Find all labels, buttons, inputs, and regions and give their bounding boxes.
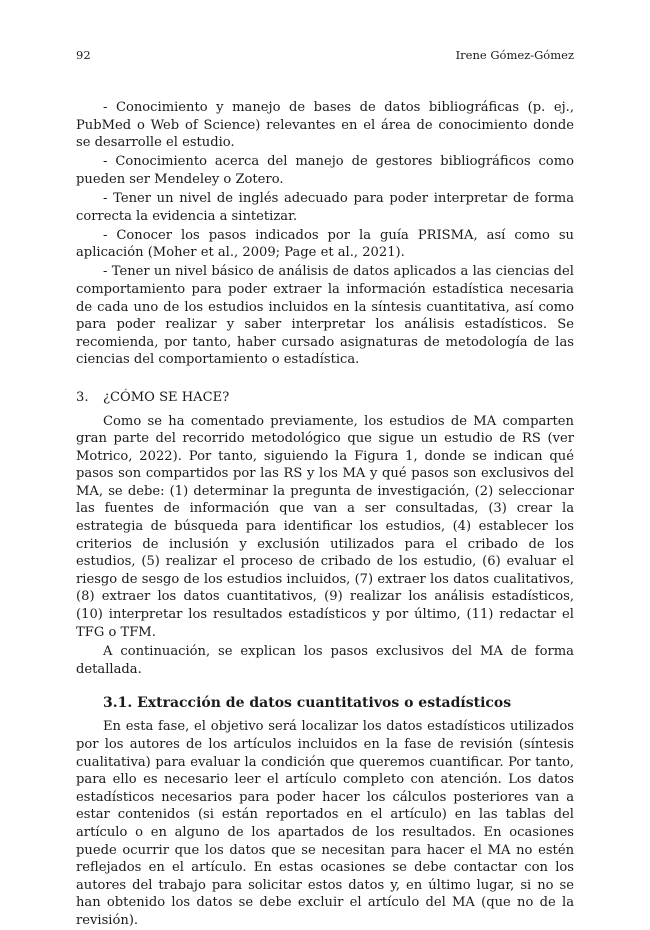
requirements-list xyxy=(76,99,574,369)
subsection-heading: 3.1. Extracción de datos cuantitativos o estadísticos xyxy=(103,695,512,712)
page-number: 92 xyxy=(76,48,91,62)
paragraph: A continuación, se explican los pasos exclusivos del MA de forma detallada. xyxy=(76,644,574,677)
running-header xyxy=(76,48,574,64)
page-body xyxy=(76,99,574,930)
list-item: - Conocimiento acerca del manejo de gestores bibliográficos como pueden ser Mendeley o Zotero. xyxy=(76,154,574,187)
paragraph: En esta fase, el objetivo será localizar los datos estadísticos utilizados por los autores de los artículos incluidos en la fase de revisión (síntesis cualitativa) para evaluar la condición que queremos cuantificar. Por tanto, para ello es necesario leer el artículo completo con atención. Los datos estadísticos necesarios para poder hacer los cálculos posteriores van a estar contenidos (si están reportados en el artículo) en las tablas del artículo o en alguno de los apartados de los resultados. En ocasiones puede ocurrir que los datos que se necesitan para hacer el MA no estén reflejados en el artículo. En estas ocasiones se debe contactar con los autores del trabajo para solicitar estos datos y, en último lugar, si no se han obtenido los datos se debe excluir el artículo del MA (que no de la revisión). xyxy=(76,719,574,928)
section-body xyxy=(76,413,574,679)
running-author: Irene Gómez-Gómez xyxy=(455,48,574,62)
section-title: ¿CÓMO SE HACE? xyxy=(103,389,230,405)
section-heading xyxy=(76,389,574,407)
list-item: - Tener un nivel básico de análisis de datos aplicados a las ciencias del comportamiento para poder extraer la información estadística necesaria de cada uno de los estudios incluidos en la síntesis cuantitativa, así como para poder realizar y saber interpretar los análisis estadísticos. Se recomienda, por tanto, haber cursado asignaturas de metodología de las ciencias del comportamiento o estadística. xyxy=(76,264,574,368)
paragraph: Como se ha comentado previamente, los estudios de MA comparten gran parte del recorrido metodológico que sigue un estudio de RS (ver Motrico, 2022). Por tanto, siguiendo la Figura 1, donde se indican qué pasos son compartidos por las RS y los MA y qué pasos son exclusivos del MA, se debe: (1) determinar la pregunta de investigación, (2) seleccionar las fuentes de información que van a ser consultadas, (3) crear la estrategia de búsqueda para identificar los estudios, (4) establecer los criterios de inclusión y exclusión utilizados para el cribado de los estudios, (5) realizar el proceso de cribado de los estudio, (6) evaluar el riesgo de sesgo de los estudios incluidos, (7) extraer los datos cualitativos, (8) extraer los datos cuantitativos, (9) realizar los análisis estadísticos, (10) interpretar los resultados estadísticos y por último, (11) redactar el TFG o TFM. xyxy=(76,413,574,640)
list-item: - Conocimiento y manejo de bases de datos bibliográficas (p. ej., PubMed o Web of Science) relevantes en el área de conocimiento donde se desarrolle el estudio. xyxy=(76,100,574,151)
list-item: - Conocer los pasos indicados por la guía PRISMA, así como su aplicación (Moher et al., 2009; Page et al., 2021). xyxy=(76,227,574,261)
list-item: - Tener un nivel de inglés adecuado para poder interpretar de forma correcta la evidencia a sintetizar. xyxy=(76,190,574,224)
section-number: 3. xyxy=(76,389,89,405)
